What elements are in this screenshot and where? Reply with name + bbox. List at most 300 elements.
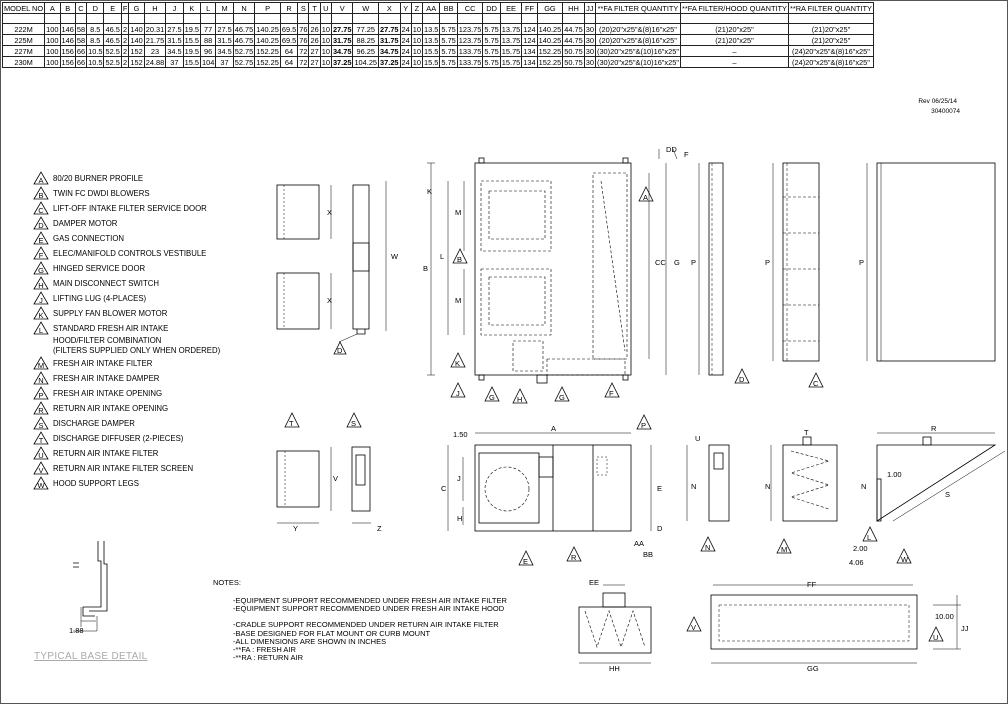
svg-text:C: C [441, 484, 447, 493]
legend-text: STANDARD FRESH AIR INTAKE [53, 324, 169, 333]
svg-text:N: N [765, 482, 771, 491]
legend-key: J [39, 296, 43, 305]
table-cell: 27 [310, 57, 319, 67]
table-cell: 27.5 [167, 24, 182, 34]
table-cell: 10 [321, 24, 330, 34]
column-header: B [60, 3, 75, 14]
column-header: L [201, 3, 216, 14]
table-cell: 26 [310, 24, 319, 34]
discharge-view [277, 413, 382, 533]
svg-text:EE: EE [589, 578, 600, 587]
legend-key: N [38, 376, 44, 385]
table-cell: 30 [585, 46, 594, 56]
table-cell: 5.75 [441, 57, 456, 67]
table-cell: (24)20"x25"&(8)16"x25" [788, 57, 873, 68]
column-header: CC [457, 3, 483, 14]
svg-text:AA: AA [634, 539, 645, 548]
note-line: -BASE DESIGNED FOR FLAT MOUNT OR CURB MOUNT [233, 628, 431, 638]
table-cell: 146 [61, 35, 74, 45]
table-cell: 88.25 [353, 35, 379, 46]
legend-key: U [38, 451, 44, 460]
svg-text:L: L [440, 252, 445, 261]
legend-key: C [38, 206, 44, 215]
table-cell: 20.31 [145, 24, 165, 34]
legend-key: V [38, 466, 44, 475]
table-cell: (21)20"x25" [788, 35, 873, 46]
svg-text:R: R [931, 424, 937, 433]
table-cell: 37 [216, 57, 233, 68]
svg-text:W: W [391, 252, 399, 261]
svg-text:JJ: JJ [961, 624, 969, 633]
table-cell: 124 [523, 24, 536, 34]
table-cell: 2 [123, 46, 128, 56]
table-cell: 72 [299, 57, 308, 67]
table-cell: 5.75 [484, 46, 499, 56]
legend-key: D [38, 221, 44, 230]
table-cell: 46.5 [105, 35, 120, 45]
svg-text:D: D [739, 375, 745, 384]
notes-heading: NOTES: [213, 578, 241, 587]
table-cell: 31.75 [332, 35, 352, 45]
table-cell: 69.5 [281, 35, 297, 45]
legend-text: FRESH AIR INTAKE FILTER [53, 359, 153, 368]
side-elevation-view [277, 181, 399, 355]
legend-key: A [38, 176, 44, 185]
table-cell: 133.75 [458, 46, 482, 56]
table-cell: 13.5 [424, 35, 439, 45]
table-cell: (20)20"x25"&(8)16"x25" [595, 35, 680, 46]
svg-text:DD: DD [666, 145, 677, 154]
table-cell: 100 [46, 57, 59, 67]
column-header: **RA FILTER QUANTITY [789, 3, 872, 13]
column-header: Z [411, 3, 422, 14]
table-cell: 10 [321, 57, 330, 67]
table-cell: 30 [585, 35, 594, 45]
table-cell: 100 [46, 35, 59, 45]
svg-text:GG: GG [807, 664, 819, 673]
svg-text:U: U [933, 633, 939, 642]
svg-text:A: A [551, 424, 557, 433]
legend-key: W [37, 481, 45, 490]
legend-text: DAMPER MOTOR [53, 219, 118, 228]
table-cell: 37.25 [380, 57, 399, 67]
table-cell: (21)20"x25" [680, 35, 788, 46]
column-header: G [129, 3, 144, 14]
column-header: K [183, 3, 200, 14]
legend-text: FRESH AIR INTAKE OPENING [53, 389, 163, 398]
table-cell: 24 [401, 57, 410, 67]
svg-text:T: T [289, 419, 294, 428]
column-header: JJ [586, 3, 594, 13]
svg-text:J: J [457, 474, 461, 483]
svg-text:FF: FF [807, 580, 817, 589]
legend-text: RETURN AIR INTAKE FILTER SCREEN [53, 464, 194, 473]
dim-1000: 10.00 [935, 612, 954, 621]
column-header: MODEL NO [4, 3, 44, 13]
svg-text:F: F [684, 150, 689, 159]
dim-200: 2.00 [853, 544, 868, 553]
legend-text: TWIN FC DWDI BLOWERS [53, 189, 150, 198]
table-cell: (21)20"x25" [788, 24, 873, 35]
svg-text:A: A [643, 193, 649, 202]
note-line: -**RA : RETURN AIR [233, 653, 304, 663]
column-header: S [298, 3, 309, 14]
note-line: -**FA : FRESH AIR [233, 645, 296, 655]
table-cell: 230M [3, 57, 45, 68]
legend-key: K [38, 311, 44, 320]
table-cell: 52.75 [234, 57, 254, 67]
note-line: -EQUIPMENT SUPPORT RECOMMENDED UNDER FRESH AIR INTAKE HOOD [233, 604, 505, 614]
column-header: Y [400, 3, 411, 14]
table-cell: 31.5 [217, 35, 232, 45]
svg-text:S: S [351, 419, 357, 428]
legend-text: HINGED SERVICE DOOR [53, 264, 146, 273]
column-header: **FA FILTER QUANTITY [595, 3, 680, 14]
legend-key: G [38, 266, 44, 275]
legend-text: LIFT-OFF INTAKE FILTER SERVICE DOOR [53, 204, 207, 213]
svg-text:K: K [427, 187, 433, 196]
table-cell: 10 [412, 46, 422, 56]
table-cell: 34.75 [332, 46, 352, 56]
column-header: F [122, 3, 128, 13]
table-cell: 58 [76, 24, 86, 34]
column-header: EE [500, 3, 522, 14]
legend-text: ELEC/MANIFOLD CONTROLS VESTIBULE [53, 249, 207, 258]
svg-text:CC: CC [655, 258, 666, 267]
table-cell: 44.75 [564, 24, 583, 34]
table-cell: 30 [585, 57, 594, 67]
column-header: R [280, 3, 297, 14]
column-header: X [379, 3, 401, 14]
table-cell: 100 [46, 24, 59, 34]
table-cell: 27 [310, 46, 319, 56]
legend-key: P [38, 391, 44, 400]
table-cell: 52.5 [105, 57, 120, 67]
table-cell: 8.5 [87, 35, 104, 46]
table-cell: 5.75 [441, 46, 456, 56]
table-cell: 152 [130, 46, 143, 56]
table-cell: 34.5 [217, 46, 232, 56]
svg-text:U: U [695, 434, 701, 443]
legend-text: HOOD SUPPORT LEGS [53, 479, 139, 488]
legend-text: SUPPLY FAN BLOWER MOTOR [53, 309, 168, 318]
table-cell: 27.75 [332, 24, 352, 34]
table-cell: (21)20"x25" [680, 24, 788, 35]
table-cell: 52.75 [234, 46, 254, 56]
legend-text: FRESH AIR INTAKE DAMPER [53, 374, 160, 383]
legend-key: S [38, 421, 44, 430]
table-cell: 13.75 [501, 24, 521, 34]
column-header: M [216, 3, 233, 14]
svg-text:G: G [559, 393, 565, 402]
table-cell: 26 [310, 35, 319, 45]
column-header: D [87, 3, 104, 14]
table-cell: 76 [299, 24, 308, 34]
dim-100: 1.00 [887, 470, 902, 479]
table-cell: 5.75 [484, 35, 499, 45]
column-header: T [309, 3, 320, 14]
table-cell: 10 [321, 46, 330, 56]
svg-text:HH: HH [609, 664, 620, 673]
legend-text: RETURN AIR INTAKE OPENING [53, 404, 169, 413]
column-header: U [320, 3, 331, 14]
table-cell: (30)20"x25"&(10)16"x25" [596, 57, 679, 67]
column-header: V [331, 3, 353, 14]
table-cell: 10.5 [88, 57, 103, 67]
svg-text:G: G [489, 393, 495, 402]
svg-text:F: F [609, 389, 614, 398]
table-cell: 227M [3, 46, 45, 57]
svg-text:W: W [901, 555, 909, 564]
table-cell: 37.25 [332, 57, 352, 67]
svg-text:T: T [804, 428, 809, 437]
table-cell: 24 [401, 35, 410, 45]
table-cell: 2 [123, 24, 128, 34]
svg-text:V: V [691, 623, 697, 632]
revision-date: Rev 06/25/14 [918, 98, 957, 105]
table-cell: 123.75 [458, 24, 482, 34]
table-cell: 31.75 [380, 35, 399, 45]
svg-text:Y: Y [293, 524, 299, 533]
table-cell: 69.5 [281, 24, 297, 34]
table-cell: 46.5 [105, 24, 120, 34]
note-line: -EQUIPMENT SUPPORT RECOMMENDED UNDER FRESH AIR INTAKE FILTER [233, 596, 507, 605]
legend-key: R [38, 406, 44, 415]
column-header: J [166, 3, 183, 14]
table-cell: 152.25 [256, 57, 279, 67]
table-cell: 8.5 [87, 24, 104, 35]
svg-text:H: H [517, 395, 523, 404]
table-cell: 140.25 [538, 35, 562, 45]
table-cell: 133.75 [458, 57, 482, 67]
note-line: -ALL DIMENSIONS ARE SHOWN IN INCHES [233, 636, 387, 646]
column-header: HH [563, 3, 585, 14]
column-header: BB [440, 3, 457, 14]
table-cell: 15.5 [184, 57, 199, 67]
legend-text: 80/20 BURNER PROFILE [53, 174, 144, 183]
table-cell: 44.75 [564, 35, 583, 45]
svg-text:R: R [571, 553, 577, 562]
column-header: N [233, 3, 255, 14]
svg-text:X: X [327, 296, 333, 305]
table-cell: 24 [401, 46, 410, 56]
table-cell: 5.75 [484, 57, 499, 67]
plan-view [441, 415, 663, 566]
table-cell: 64 [280, 46, 297, 57]
column-header: E [104, 3, 121, 14]
legend-text: HOOD/FILTER COMBINATION [53, 336, 162, 345]
table-cell: 10 [321, 35, 330, 45]
base-dim-label: 1.88 [69, 626, 84, 635]
column-header: P [255, 3, 281, 14]
svg-text:D: D [657, 524, 663, 533]
svg-text:B: B [423, 264, 429, 273]
table-cell: 52.5 [105, 46, 120, 56]
svg-text:X: X [327, 208, 333, 217]
table-cell: 152.25 [538, 57, 562, 67]
table-cell: 46.75 [234, 35, 254, 45]
table-cell: 10 [412, 24, 422, 34]
table-cell: 104.25 [354, 57, 378, 67]
svg-text:P: P [691, 258, 697, 267]
table-cell: 140.25 [256, 24, 279, 34]
table-cell: 123.75 [458, 35, 482, 45]
table-cell: 152 [130, 57, 143, 67]
legend-key: H [38, 281, 44, 290]
svg-text:J: J [456, 389, 460, 398]
legend-key: B [38, 191, 44, 200]
base-detail-caption: TYPICAL BASE DETAIL [34, 651, 148, 662]
table-cell: 24 [401, 24, 410, 34]
table-cell: 134 [523, 57, 536, 67]
svg-text:D: D [337, 346, 343, 355]
svg-text:M: M [781, 545, 788, 554]
column-header: C [75, 3, 86, 14]
table-cell: 15.75 [501, 57, 521, 67]
table-cell: – [680, 57, 788, 68]
table-cell: 64 [280, 57, 297, 68]
svg-text:E: E [523, 557, 529, 566]
svg-text:K: K [455, 359, 461, 368]
table-cell: 225M [3, 35, 45, 46]
legend-text: DISCHARGE DAMPER [53, 419, 135, 428]
bottom-views [579, 578, 969, 673]
svg-text:P: P [765, 258, 771, 267]
dim-150: 1.50 [453, 430, 468, 439]
dim-406: 4.06 [849, 558, 864, 567]
table-cell: (30)20"x25"&(10)16"x25" [596, 46, 679, 56]
svg-text:E: E [657, 484, 663, 493]
column-header: H [144, 3, 166, 14]
table-cell: 15.5 [424, 57, 439, 67]
table-cell: 5.75 [441, 24, 456, 34]
table-cell: 37 [166, 57, 183, 68]
svg-text:N: N [691, 482, 697, 491]
svg-text:M: M [455, 208, 462, 217]
table-cell: 96 [201, 46, 216, 57]
table-cell: 27.5 [217, 24, 232, 34]
table-cell: 58 [76, 35, 86, 45]
svg-text:B: B [457, 255, 463, 264]
table-cell: 146 [61, 24, 74, 34]
table-cell: 5.75 [441, 35, 456, 45]
legend-text: DISCHARGE DIFFUSER (2-PIECES) [53, 434, 184, 443]
table-cell: 46.75 [234, 24, 254, 34]
table-cell: 140 [130, 35, 143, 45]
table-cell: 100 [46, 46, 59, 56]
table-cell: 77.25 [353, 24, 379, 35]
legend-key: E [38, 236, 44, 245]
table-cell: 152.25 [256, 46, 279, 56]
table-cell: (20)20"x25"&(8)16"x25" [595, 24, 680, 35]
column-header: **FA FILTER/HOOD QUANTITY [681, 3, 787, 13]
table-cell: 156 [61, 46, 74, 56]
column-header: FF [522, 3, 537, 14]
table-cell: 134 [523, 46, 536, 56]
table-cell: 31.5 [167, 35, 182, 45]
drawing-views [1, 1, 1008, 705]
svg-text:V: V [333, 474, 339, 483]
table-cell: 10 [412, 35, 422, 45]
legend-text: MAIN DISCONNECT SWITCH [53, 279, 159, 288]
table-cell: 140.25 [538, 24, 562, 34]
column-header: AA [423, 3, 440, 14]
table-cell: 77 [201, 24, 216, 35]
svg-text:S: S [945, 490, 951, 499]
table-cell: 2 [123, 57, 128, 67]
legend-text: LIFTING LUG (4-PLACES) [53, 294, 147, 303]
svg-text:P: P [641, 421, 647, 430]
table-cell: 222M [3, 24, 45, 35]
table-cell: 96.25 [353, 46, 379, 57]
table-cell: 10.5 [88, 46, 103, 56]
table-cell: 50.75 [564, 46, 583, 56]
svg-text:C: C [813, 379, 819, 388]
table-cell: 27.75 [380, 24, 399, 34]
svg-text:P: P [859, 258, 865, 267]
table-cell: 72 [299, 46, 308, 56]
column-header: A [45, 3, 60, 14]
svg-text:BB: BB [643, 550, 654, 559]
table-cell: 140.25 [256, 35, 279, 45]
table-cell: 66 [76, 57, 86, 67]
column-header: GG [537, 3, 563, 14]
table-cell: 152.25 [538, 46, 562, 56]
document-number: 30400074 [931, 108, 960, 115]
return-filter-views [687, 424, 1005, 567]
legend-key: L [38, 326, 44, 335]
column-header: DD [483, 3, 500, 14]
svg-text:H: H [457, 514, 463, 523]
table-cell: 24.88 [145, 57, 165, 67]
table-cell: (24)20"x25"&(8)16"x25" [788, 46, 873, 57]
table-cell: 156 [61, 57, 74, 67]
svg-text:M: M [455, 296, 462, 305]
table-cell: 15.5 [424, 46, 439, 56]
table-cell: 104 [202, 57, 215, 67]
table-cell: – [680, 46, 788, 57]
table-cell: 15.75 [501, 46, 521, 56]
legend-key: T [38, 436, 44, 445]
table-cell: 76 [299, 35, 308, 45]
svg-text:Z: Z [377, 524, 382, 533]
table-cell: 2 [123, 35, 128, 45]
table-cell: 15.5 [184, 35, 199, 45]
table-cell: 140 [130, 24, 143, 34]
legend-text: (FILTERS SUPPLIED ONLY WHEN ORDERED) [53, 346, 221, 355]
table-cell: 23 [144, 46, 166, 57]
svg-text:G: G [674, 258, 680, 267]
base-detail-view [69, 541, 107, 635]
legend-key: F [38, 251, 44, 260]
legend-text: GAS CONNECTION [53, 234, 125, 243]
table-cell: 19.5 [184, 46, 199, 56]
table-cell: 34.5 [167, 46, 182, 56]
legend-key: M [37, 361, 45, 370]
table-cell: 88 [201, 35, 216, 46]
table-cell: 10 [412, 57, 422, 67]
table-cell: 13.5 [424, 24, 439, 34]
table-cell: 50.75 [564, 57, 583, 67]
table-cell: 124 [523, 35, 536, 45]
note-line: -CRADLE SUPPORT RECOMMENDED UNDER RETURN AIR INTAKE FILTER [233, 620, 499, 630]
table-cell: 13.75 [501, 35, 521, 45]
column-header: W [353, 3, 379, 14]
svg-text:N: N [705, 543, 711, 552]
legend-text: RETURN AIR INTAKE FILTER [53, 449, 159, 458]
front-elevation-view [423, 145, 689, 404]
table-cell: 21.75 [145, 35, 165, 45]
